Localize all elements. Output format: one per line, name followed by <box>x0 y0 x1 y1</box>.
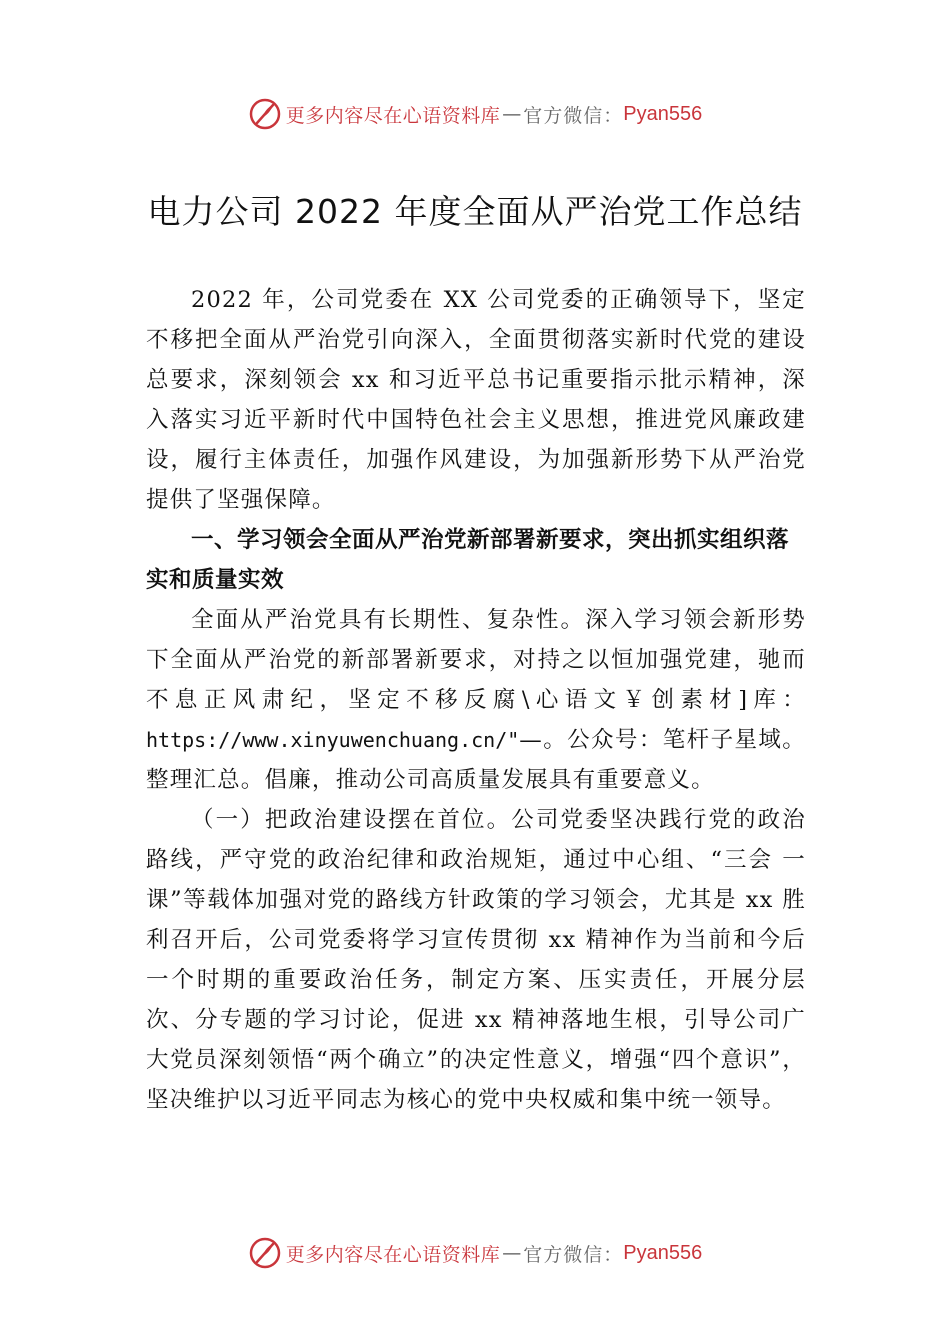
section-1-url: https://www.xinyuwenchuang.cn/" <box>146 728 520 752</box>
document-title: 电力公司 2022 年度全面从严治党工作总结 <box>147 192 803 231</box>
section-1-heading: 一、学习领会全面从严治党新部署新要求，突出抓实组织落实和质量实效 <box>146 527 790 593</box>
banner-text: 更多内容尽在心语资料库 <box>285 1243 501 1266</box>
banner-contact-id: Pyan556 <box>623 102 703 125</box>
banner-dash: — <box>502 1242 522 1264</box>
section-1-paragraph <box>146 600 806 800</box>
header-banner <box>0 94 950 134</box>
quill-circle-icon <box>248 97 282 131</box>
footer-banner <box>0 1233 950 1273</box>
banner-contact-label: 官方微信： <box>523 1243 624 1266</box>
quill-circle-icon <box>248 1236 282 1270</box>
section-1-text-a: 全面从严治党具有长期性、复杂性。深入学习领会新形势下全面从严治党的新部署新要求，对持之以恒加强党建，驰而不息正风肃纪，坚定不移反腐\心语文￥创素材]库： <box>146 607 806 713</box>
section-1-text-b: —。公众号：笔杆子星域。整理汇总。倡廉，推动公司高质量发展具有重要意义。 <box>146 727 806 793</box>
banner-dash: — <box>502 103 522 125</box>
subsection-1-paragraph: （一）把政治建设摆在首位。公司党委坚决践行党的政治路线，严守党的政治纪律和政治规矩，通过中心组、“三会 一课”等载体加强对党的路线方针政策的学习领会，尤其是 xx 胜利召开后，公司党委将学习宣传贯彻 xx 精神作为当前和今后一个时期的重要政治任务，制定方案、压实责任，开展分层次、分专题的学习讨论，促进 xx 精神落地生根，引导公司广大党员深刻领悟“两个确立”的决定性意义，增强“四个意识”，坚决维护以习近平同志为核心的党中央权威和集中统一领导。 <box>146 807 806 1113</box>
banner-contact-id: Pyan556 <box>623 1241 703 1264</box>
intro-paragraph: 2022 年，公司党委在 XX 公司党委的正确领导下，坚定不移把全面从严治党引向深入，全面贯彻落实新时代党的建设总要求，深刻领会 xx 和习近平总书记重要指示批示精神，深入落实习近平新时代中国特色社会主义思想，推进党风廉政建设，履行主体责任，加强作风建设，为加强新形势下从严治党提供了坚强保障。 <box>146 287 806 513</box>
document-body <box>146 280 806 1120</box>
banner-contact-label: 官方微信： <box>523 104 624 127</box>
banner-text: 更多内容尽在心语资料库 <box>285 104 501 127</box>
